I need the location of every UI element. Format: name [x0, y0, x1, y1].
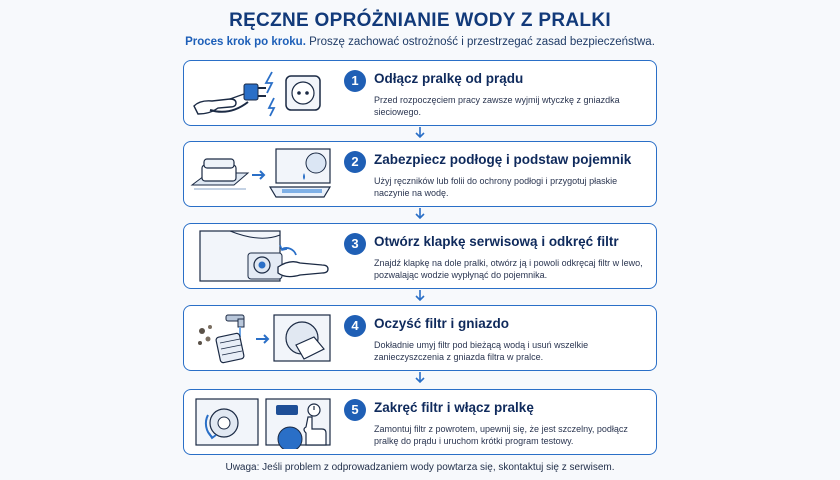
step-card-4: [183, 305, 657, 371]
step-card-3: [183, 223, 657, 289]
tray-under-washer-icon: [270, 149, 330, 197]
down-arrow-icon: [414, 372, 426, 384]
down-arrow-icon: [414, 127, 426, 139]
down-arrow-icon: [414, 208, 426, 220]
step-5-illustration: [190, 395, 336, 449]
arrow-right-icon: [256, 335, 268, 343]
washer-filter-icon: [200, 231, 282, 281]
step-description: Zamontuj filtr z powrotem, upewnij się, że jest szczelny, podłącz pralkę do prądu i uruchom krótki program testowy.: [374, 424, 628, 446]
step-card-5: [183, 389, 657, 455]
arrow-right-icon: [252, 171, 264, 179]
step-number-badge: 4: [344, 315, 366, 337]
step-description: Znajdź klapkę na dole pralki, otwórz ją i powoli odkręcaj filtr w lewo, pozwalając wodzie wypłynąć do pojemnika.: [374, 258, 643, 280]
step-4-illustration: [190, 311, 336, 365]
step-description: Dokładnie umyj filtr pod bieżącą wodą i usuń wszelkie zanieczyszczenia z gniazda filtra w pralce.: [374, 340, 589, 362]
step-card-1: [183, 60, 657, 126]
wiping-hand-icon: [274, 315, 330, 361]
step-3-illustration: [190, 229, 336, 283]
step-description: Przed rozpoczęciem pracy zawsze wyjmij wtyczkę z gniazdka sieciowego.: [374, 95, 620, 117]
wall-socket-icon: [286, 76, 320, 110]
subtitle-lead: Proces krok po kroku.: [185, 36, 306, 48]
step-number-badge: 3: [344, 233, 366, 255]
step-title: Oczyść filtr i gniazdo: [374, 316, 510, 331]
step-1-illustration: [190, 66, 336, 120]
step-title: Zabezpiecz podłogę i podstaw pojemnik: [374, 152, 632, 167]
filter-tighten-icon: [196, 399, 258, 445]
step-title: Zakręć filtr i włącz pralkę: [374, 400, 534, 415]
towels-icon: [192, 159, 248, 189]
subtitle-rest: Proszę zachować ostrożność i przestrzegać zasad bezpieczeństwa.: [305, 36, 655, 48]
hand-plug-icon: [194, 84, 266, 114]
step-title: Odłącz pralkę od prądu: [374, 71, 524, 86]
step-number-badge: 2: [344, 151, 366, 173]
footer-note: Uwaga: Jeśli problem z odprowadzaniem wody powtarza się, skontaktuj się z serwisem.: [225, 462, 615, 473]
tap-filter-icon: [198, 315, 244, 363]
step-description: Użyj ręczników lub folii do ochrony podłogi i przygotuj płaskie naczynie na wodę.: [374, 176, 618, 198]
step-title: Otwórz klapkę serwisową i odkręć filtr: [374, 234, 619, 249]
page-subtitle: [0, 36, 840, 48]
step-number-badge: 1: [344, 70, 366, 92]
page-title: RĘCZNE OPRÓŻNIANIE WODY Z PRALKI: [229, 10, 611, 31]
down-arrow-icon: [414, 290, 426, 302]
hand-turning-icon: [278, 245, 328, 277]
step-number-badge: 5: [344, 399, 366, 421]
lightning-icon: [266, 72, 274, 116]
step-2-illustration: [190, 147, 336, 201]
step-card-2: [183, 141, 657, 207]
